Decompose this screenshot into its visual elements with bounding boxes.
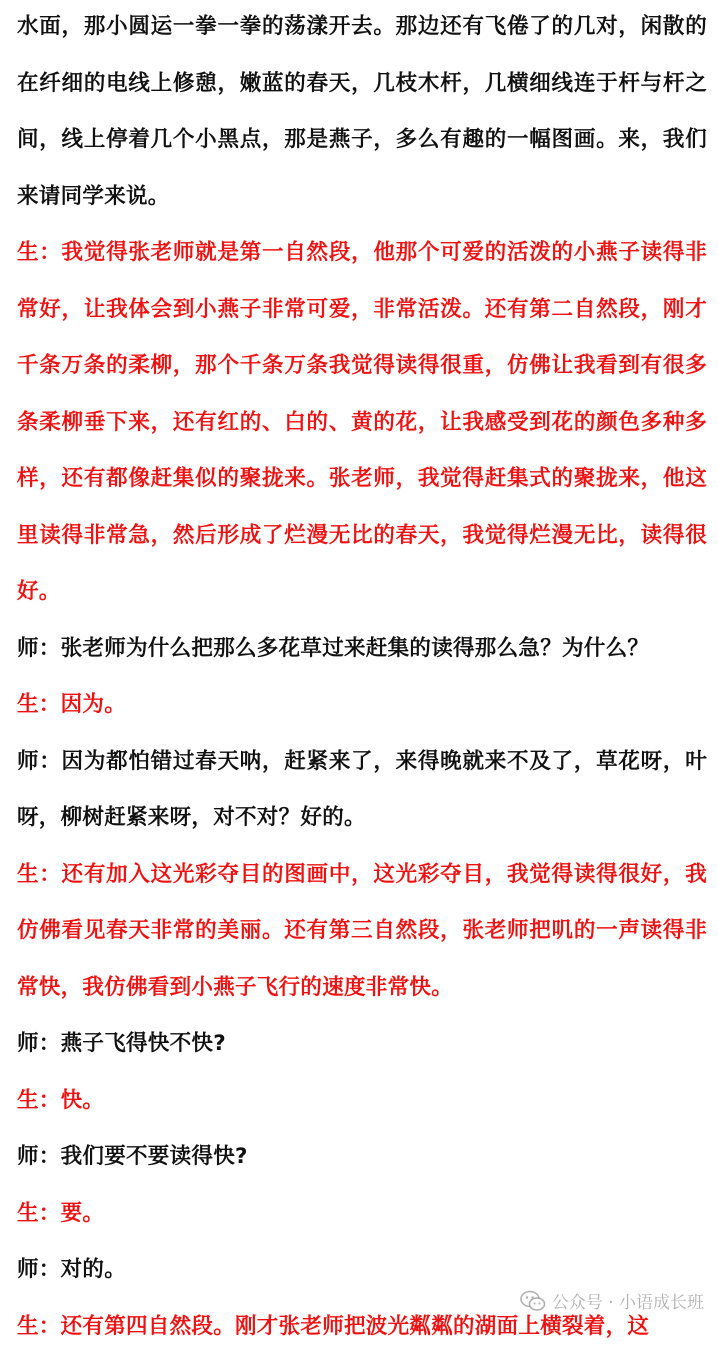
student-paragraph: 生：因为。 (17, 677, 707, 734)
teacher-paragraph: 师：燕子飞得快不快? (17, 1016, 707, 1073)
student-paragraph: 生：还有加入这光彩夺目的图画中，这光彩夺目，我觉得读得很好，我仿佛看见春天非常的美丽。还有第三自然段，张老师把叽的一声读得非常快，我仿佛看到小燕子飞行的速度非常快。 (17, 847, 707, 1017)
teacher-paragraph: 师：我们要不要读得快? (17, 1129, 707, 1186)
watermark-text: 公众号 · 小语成长班 (552, 1288, 704, 1313)
teacher-paragraph: 师：因为都怕错过春天呐，赶紧来了，来得晚就来不及了，草花呀，叶呀，柳树赶紧来呀，对不对？好的。 (17, 734, 707, 847)
student-paragraph: 生：要。 (17, 1186, 707, 1243)
transcript (17, 0, 707, 1355)
student-paragraph: 生：快。 (17, 1073, 707, 1130)
student-paragraph: 生：我觉得张老师就是第一自然段，他那个可爱的活泼的小燕子读得非常好，让我体会到小燕子非常可爱，非常活泼。还有第二自然段，刚才千条万条的柔柳，那个千条万条我觉得读得很重，仿佛让我看到有很多条柔柳垂下来，还有红的、白的、黄的花，让我感受到花的颜色多种多样，还有都像赶集似的聚拢来。张老师，我觉得赶集式的聚拢来，他这里读得非常急，然后形成了烂漫无比的春天，我觉得烂漫无比，读得很好。 (17, 225, 707, 621)
student-paragraph: 生：还有第四自然段。刚才张老师把波光粼粼的湖面上横裂着，这 (17, 1299, 707, 1355)
teacher-paragraph: 师：张老师为什么把那么多花草过来赶集的读得那么急？为什么？ (17, 621, 707, 678)
narration-paragraph: 水面，那小圆运一拳一拳的荡漾开去。那边还有飞倦了的几对，闲散的在纤细的电线上修憩，嫩蓝的春天，几枝木杆，几横细线连于杆与杆之间，线上停着几个小黑点，那是燕子，多么有趣的一幅图画。来，我们来请同学来说。 (17, 0, 707, 225)
teacher-paragraph: 师：对的。 (17, 1242, 707, 1299)
